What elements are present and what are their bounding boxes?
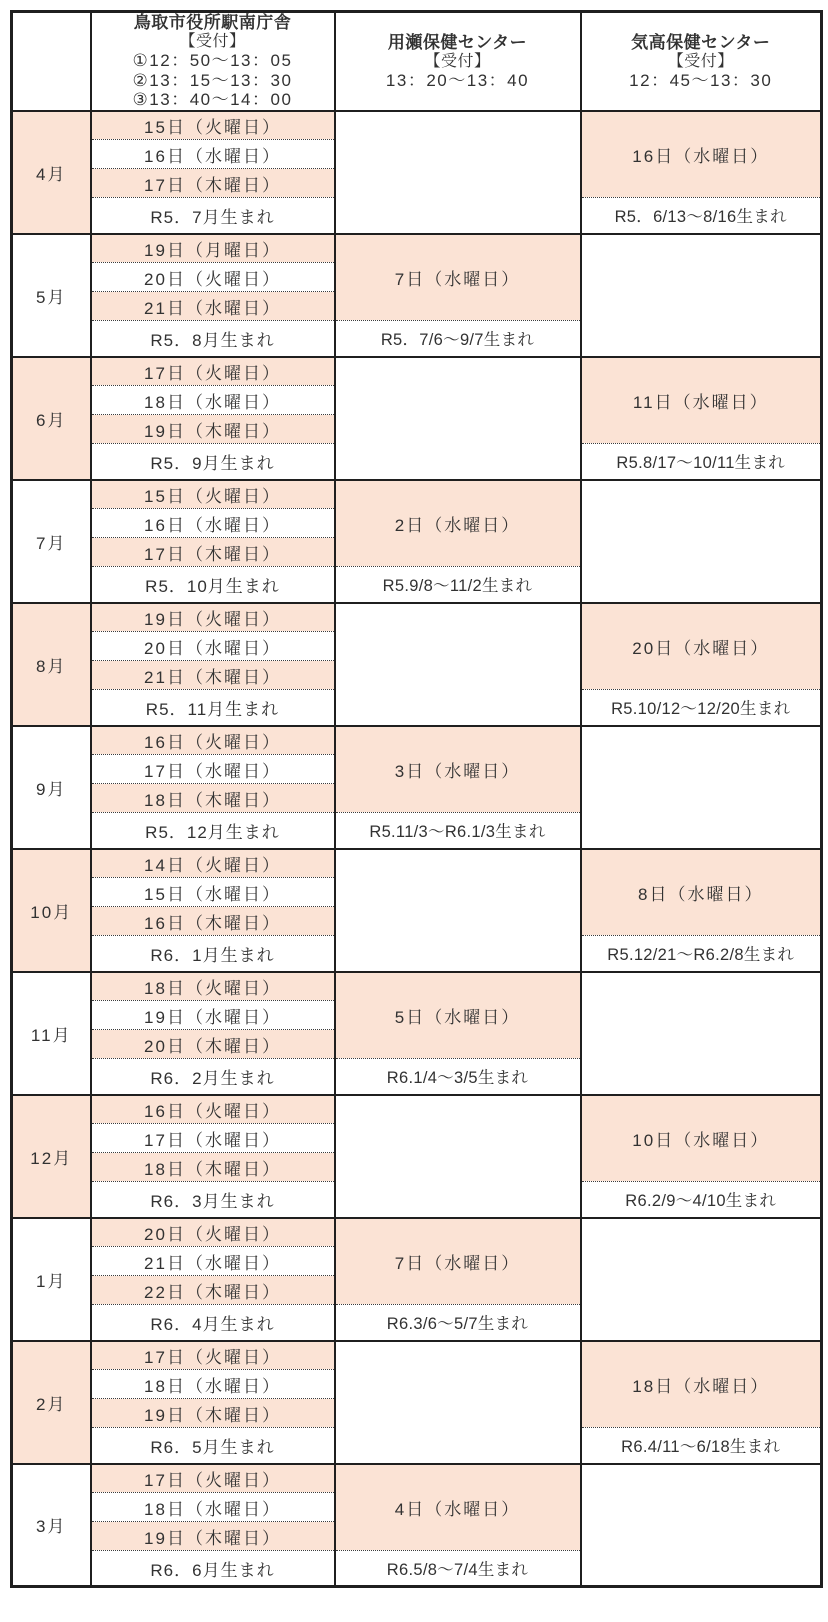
tottori-date-cell: 18日（火曜日） — [91, 972, 335, 1001]
reception-label: 【受付】 — [179, 33, 246, 50]
tottori-date-cell: 20日（火曜日） — [91, 263, 335, 292]
tottori-date-cell: 19日（月曜日） — [91, 234, 335, 263]
mochigase-empty-cell — [335, 111, 581, 234]
tottori-date-cell: 17日（木曜日） — [91, 538, 335, 567]
ketaka-empty-cell — [581, 726, 822, 849]
ketaka-birth-cell: R5.10/12～12/20生まれ — [581, 690, 822, 726]
mochigase-empty-cell — [335, 357, 581, 480]
ketaka-birth-cell: R6.4/11～6/18生まれ — [581, 1428, 822, 1464]
mochigase-date-cell: 3日（水曜日） — [335, 726, 581, 813]
tottori-birth-cell: R5．9月生まれ — [91, 444, 335, 480]
tottori-date-cell: 16日（水曜日） — [91, 140, 335, 169]
mochigase-birth-cell: R6.1/4～3/5生まれ — [335, 1059, 581, 1095]
ketaka-empty-cell — [581, 972, 822, 1095]
month-label: 6月 — [12, 357, 91, 480]
mochigase-date-cell: 2日（水曜日） — [335, 480, 581, 567]
corner-cell — [12, 12, 91, 111]
ketaka-birth-cell: R6.2/9～4/10生まれ — [581, 1182, 822, 1218]
month-block-december — [12, 1095, 822, 1218]
tottori-date-cell: 22日（木曜日） — [91, 1276, 335, 1305]
month-label: 10月 — [12, 849, 91, 972]
tottori-date-cell: 16日（水曜日） — [91, 509, 335, 538]
tottori-date-cell: 15日（火曜日） — [91, 111, 335, 140]
tottori-date-cell: 20日（水曜日） — [91, 632, 335, 661]
month-block-january — [12, 1218, 822, 1341]
tottori-birth-cell: R6．1月生まれ — [91, 936, 335, 972]
ketaka-date-cell: 16日（水曜日） — [581, 111, 822, 198]
month-block-july — [12, 480, 822, 603]
tottori-date-cell: 16日（火曜日） — [91, 726, 335, 755]
month-label: 12月 — [12, 1095, 91, 1218]
month-label: 11月 — [12, 972, 91, 1095]
month-label: 1月 — [12, 1218, 91, 1341]
tottori-date-cell: 19日（火曜日） — [91, 603, 335, 632]
tottori-date-cell: 17日（木曜日） — [91, 169, 335, 198]
venue-title: 用瀬保健センター — [387, 32, 528, 52]
tottori-date-cell: 15日（火曜日） — [91, 480, 335, 509]
mochigase-date-cell: 7日（水曜日） — [335, 1218, 581, 1305]
month-label: 7月 — [12, 480, 91, 603]
ketaka-empty-cell — [581, 1218, 822, 1341]
month-block-february — [12, 1341, 822, 1464]
mochigase-date-cell: 7日（水曜日） — [335, 234, 581, 321]
tottori-date-cell: 21日（木曜日） — [91, 661, 335, 690]
tottori-birth-cell: R5．11月生まれ — [91, 690, 335, 726]
ketaka-date-cell: 10日（水曜日） — [581, 1095, 822, 1182]
tottori-date-cell: 15日（水曜日） — [91, 878, 335, 907]
tottori-date-cell: 17日（火曜日） — [91, 1464, 335, 1493]
tottori-date-cell: 21日（水曜日） — [91, 292, 335, 321]
month-label: 5月 — [12, 234, 91, 357]
reception-label: 【受付】 — [667, 52, 734, 70]
month-block-june — [12, 357, 822, 480]
tottori-date-cell: 19日（水曜日） — [91, 1001, 335, 1030]
venue-title: 鳥取市役所駅南庁舎 — [133, 13, 292, 32]
tottori-date-cell: 17日（火曜日） — [91, 1341, 335, 1370]
ketaka-birth-cell: R5．6/13～8/16生まれ — [581, 198, 822, 234]
header-mochigase — [335, 12, 581, 111]
ketaka-empty-cell — [581, 480, 822, 603]
month-block-august — [12, 603, 822, 726]
tottori-birth-cell: R5．10月生まれ — [91, 567, 335, 603]
month-label: 4月 — [12, 111, 91, 234]
tottori-date-cell: 14日（火曜日） — [91, 849, 335, 878]
tottori-birth-cell: R6．4月生まれ — [91, 1305, 335, 1341]
tottori-date-cell: 19日（木曜日） — [91, 1522, 335, 1551]
tottori-date-cell: 17日（水曜日） — [91, 1124, 335, 1153]
month-block-november — [12, 972, 822, 1095]
month-label: 9月 — [12, 726, 91, 849]
tottori-birth-cell: R6．6月生まれ — [91, 1551, 335, 1587]
ketaka-empty-cell — [581, 1464, 822, 1587]
reception-label: 【受付】 — [424, 52, 491, 70]
month-block-march — [12, 1464, 822, 1587]
month-block-september — [12, 726, 822, 849]
reception-time: 12：45～13：30 — [629, 70, 773, 90]
tottori-date-cell: 18日（木曜日） — [91, 1153, 335, 1182]
tottori-date-cell: 16日（木曜日） — [91, 907, 335, 936]
mochigase-empty-cell — [335, 1095, 581, 1218]
tottori-date-cell: 19日（木曜日） — [91, 415, 335, 444]
tottori-date-cell: 17日（火曜日） — [91, 357, 335, 386]
month-block-october — [12, 849, 822, 972]
mochigase-date-cell: 4日（水曜日） — [335, 1464, 581, 1551]
month-block-may — [12, 234, 822, 357]
tottori-date-cell: 20日（火曜日） — [91, 1218, 335, 1247]
reception-time: ②13：15～13：30 — [132, 70, 293, 90]
tottori-birth-cell: R6．5月生まれ — [91, 1428, 335, 1464]
mochigase-empty-cell — [335, 603, 581, 726]
reception-time: 13：20～13：40 — [385, 70, 530, 90]
mochigase-birth-cell: R6.3/6～5/7生まれ — [335, 1305, 581, 1341]
month-label: 3月 — [12, 1464, 91, 1587]
mochigase-date-cell: 5日（水曜日） — [335, 972, 581, 1059]
tottori-date-cell: 18日（水曜日） — [91, 1493, 335, 1522]
reception-time: ③13：40～14：00 — [132, 90, 293, 109]
header-ketaka — [581, 12, 822, 111]
tottori-date-cell: 18日（水曜日） — [91, 386, 335, 415]
tottori-birth-cell: R6．3月生まれ — [91, 1182, 335, 1218]
tottori-date-cell: 18日（木曜日） — [91, 784, 335, 813]
header-row — [12, 12, 822, 111]
mochigase-birth-cell: R5．7/6～9/7生まれ — [335, 321, 581, 357]
mochigase-birth-cell: R5.11/3～R6.1/3生まれ — [335, 813, 581, 849]
ketaka-date-cell: 11日（水曜日） — [581, 357, 822, 444]
mochigase-birth-cell: R6.5/8～7/4生まれ — [335, 1551, 581, 1587]
tottori-date-cell: 18日（水曜日） — [91, 1370, 335, 1399]
month-label: 2月 — [12, 1341, 91, 1464]
ketaka-date-cell: 20日（水曜日） — [581, 603, 822, 690]
ketaka-date-cell: 8日（水曜日） — [581, 849, 822, 936]
ketaka-empty-cell — [581, 234, 822, 357]
venue-title: 気高保健センター — [631, 32, 771, 52]
header-tottori — [91, 12, 335, 111]
mochigase-empty-cell — [335, 1341, 581, 1464]
tottori-date-cell: 16日（火曜日） — [91, 1095, 335, 1124]
ketaka-date-cell: 18日（水曜日） — [581, 1341, 822, 1428]
mochigase-empty-cell — [335, 849, 581, 972]
month-block-april — [12, 111, 822, 234]
tottori-date-cell: 20日（木曜日） — [91, 1030, 335, 1059]
tottori-birth-cell: R5．7月生まれ — [91, 198, 335, 234]
ketaka-birth-cell: R5.8/17～10/11生まれ — [581, 444, 822, 480]
tottori-birth-cell: R6．2月生まれ — [91, 1059, 335, 1095]
tottori-date-cell: 21日（水曜日） — [91, 1247, 335, 1276]
month-label: 8月 — [12, 603, 91, 726]
reception-time: ①12：50～13：05 — [132, 51, 293, 70]
mochigase-birth-cell: R5.9/8～11/2生まれ — [335, 567, 581, 603]
ketaka-birth-cell: R5.12/21～R6.2/8生まれ — [581, 936, 822, 972]
tottori-birth-cell: R5．8月生まれ — [91, 321, 335, 357]
tottori-birth-cell: R5．12月生まれ — [91, 813, 335, 849]
tottori-date-cell: 19日（木曜日） — [91, 1399, 335, 1428]
vaccination-schedule-table — [10, 10, 823, 1588]
tottori-date-cell: 17日（水曜日） — [91, 755, 335, 784]
